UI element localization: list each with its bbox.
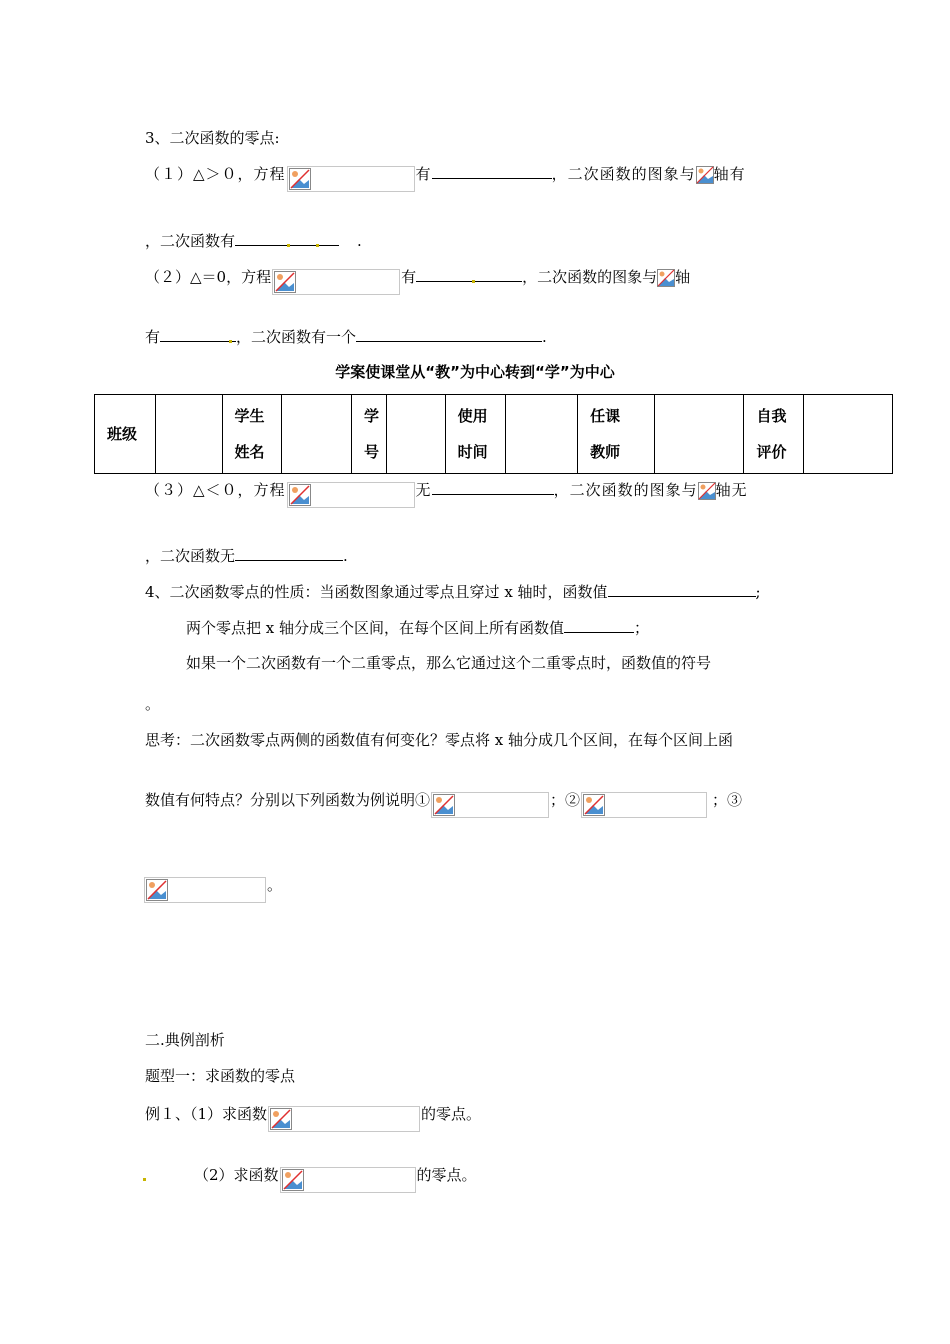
example1b-end: 的零点。 xyxy=(416,1166,477,1184)
think-text2: 数值有何特点？分别以下列函数为例说明① xyxy=(145,791,431,809)
period: . xyxy=(343,547,348,565)
case1-line xyxy=(145,162,746,184)
function-image-2 xyxy=(581,792,707,818)
axis-wu-text: 轴无 xyxy=(715,481,748,499)
broken-image-icon xyxy=(657,269,675,287)
section4-text2: 两个零点把 x 轴分成三个区间，在每个区间上所有函数值 xyxy=(186,619,564,637)
type1-heading: 题型一：求函数的零点 xyxy=(145,1067,296,1085)
equation-image xyxy=(287,482,415,508)
graph-with-text: ，二次函数的图象与 xyxy=(522,268,658,286)
broken-image-icon xyxy=(696,166,714,184)
case1-start: （１）△＞０，方程 xyxy=(145,165,286,183)
broken-image-icon xyxy=(282,1169,304,1191)
example1a xyxy=(145,1102,481,1124)
case2-line xyxy=(145,265,690,287)
time-cell[interactable] xyxy=(505,395,578,474)
section4-line1 xyxy=(145,580,761,602)
broken-image-icon xyxy=(433,794,455,816)
you-text: 有 xyxy=(415,165,432,183)
answer-blank xyxy=(432,162,552,179)
student-label: 学生 姓名 xyxy=(222,395,282,474)
class-label: 班级 xyxy=(95,395,156,474)
function-image-3 xyxy=(144,877,266,903)
case2-cont-line xyxy=(145,325,547,347)
student-cell[interactable] xyxy=(282,395,352,474)
period: . xyxy=(357,232,362,250)
mark2: ；② xyxy=(550,791,581,809)
semicolon: ; xyxy=(755,583,761,601)
broken-image-icon xyxy=(270,1108,292,1130)
you-text: 有 xyxy=(145,328,161,346)
part2-heading: 二.典例剖析 xyxy=(145,1031,225,1049)
x-image xyxy=(696,164,714,186)
answer-blank xyxy=(432,478,554,495)
answer-blank xyxy=(564,616,634,633)
broken-image-icon xyxy=(274,271,296,293)
wu-text: 无 xyxy=(415,481,432,499)
mark-dot xyxy=(316,244,319,247)
think-line2 xyxy=(145,788,742,810)
case2-start: （２）△＝0，方程 xyxy=(145,268,272,286)
number-cell[interactable] xyxy=(386,395,445,474)
answer-blank xyxy=(608,580,756,597)
banner-title: 学案使课堂从“教”为中心转到“学”为中心 xyxy=(335,363,615,381)
broken-image-icon xyxy=(289,484,311,506)
section3-heading: 3、二次函数的零点: xyxy=(145,129,280,147)
semicolon: ； xyxy=(634,619,650,637)
mark-dot xyxy=(143,1178,146,1181)
broken-image-icon xyxy=(583,794,605,816)
function-image xyxy=(268,1106,420,1132)
answer-blank xyxy=(235,544,343,561)
section4-text1: 4、二次函数零点的性质：当函数图象通过零点且穿过 x 轴时，函数值 xyxy=(145,583,608,601)
broken-image-icon xyxy=(698,482,716,500)
func-has-one: ，二次函数有一个 xyxy=(236,328,357,346)
case1-cont-line xyxy=(145,229,362,251)
func-wu: ，二次函数无 xyxy=(145,547,236,565)
mark-dot xyxy=(472,280,475,283)
mark-dot xyxy=(229,340,232,343)
you-text: 有 xyxy=(401,268,417,286)
think-line3 xyxy=(143,873,282,895)
class-cell[interactable] xyxy=(155,395,222,474)
x-image xyxy=(698,480,716,502)
equation-image xyxy=(272,269,400,295)
function-image-1 xyxy=(431,792,549,818)
case3-line xyxy=(145,478,748,500)
example1b-text: （2）求函数 xyxy=(194,1166,279,1184)
think-line1: 思考：二次函数零点两侧的函数值有何变化？零点将 x 轴分成几个区间，在每个区间上函 xyxy=(145,731,733,749)
mark3: ；③ xyxy=(712,791,743,809)
mark-dot xyxy=(287,244,290,247)
case3-start: （３）△＜０，方程 xyxy=(145,481,286,499)
graph-with-text: ，二次函数的图象与 xyxy=(553,481,698,499)
axis-has-text: 轴有 xyxy=(713,165,746,183)
answer-blank xyxy=(160,325,236,342)
answer-blank xyxy=(416,265,522,282)
section4-line2 xyxy=(186,616,649,638)
section4-line3: 如果一个二次函数有一个二重零点，那么它通过这个二重零点时，函数值的符号 xyxy=(186,654,712,672)
equation-image xyxy=(287,166,415,192)
number-label: 学 号 xyxy=(352,395,387,474)
time-label: 使用 时间 xyxy=(445,395,505,474)
example1a-text: 例１、（1）求函数 xyxy=(145,1105,268,1123)
case3-cont-line xyxy=(145,544,348,566)
example1b xyxy=(194,1163,477,1185)
broken-image-icon xyxy=(146,879,168,901)
section4-line3-end: 。 xyxy=(145,695,161,713)
answer-blank xyxy=(356,325,542,342)
eval-cell[interactable] xyxy=(804,395,893,474)
teacher-cell[interactable] xyxy=(654,395,744,474)
x-image xyxy=(657,267,675,289)
graph-with-text: ，二次函数的图象与 xyxy=(551,165,696,183)
info-table xyxy=(94,394,893,474)
broken-image-icon xyxy=(289,168,311,190)
eval-label: 自我 评价 xyxy=(744,395,804,474)
period: . xyxy=(542,328,547,346)
example1a-end: 的零点。 xyxy=(421,1105,482,1123)
teacher-label: 任课 教师 xyxy=(578,395,655,474)
function-image xyxy=(280,1167,416,1193)
end-mark: 。 xyxy=(267,876,283,894)
axis-text: 轴 xyxy=(675,268,691,286)
case1-cont: ，二次函数有 xyxy=(145,232,236,250)
